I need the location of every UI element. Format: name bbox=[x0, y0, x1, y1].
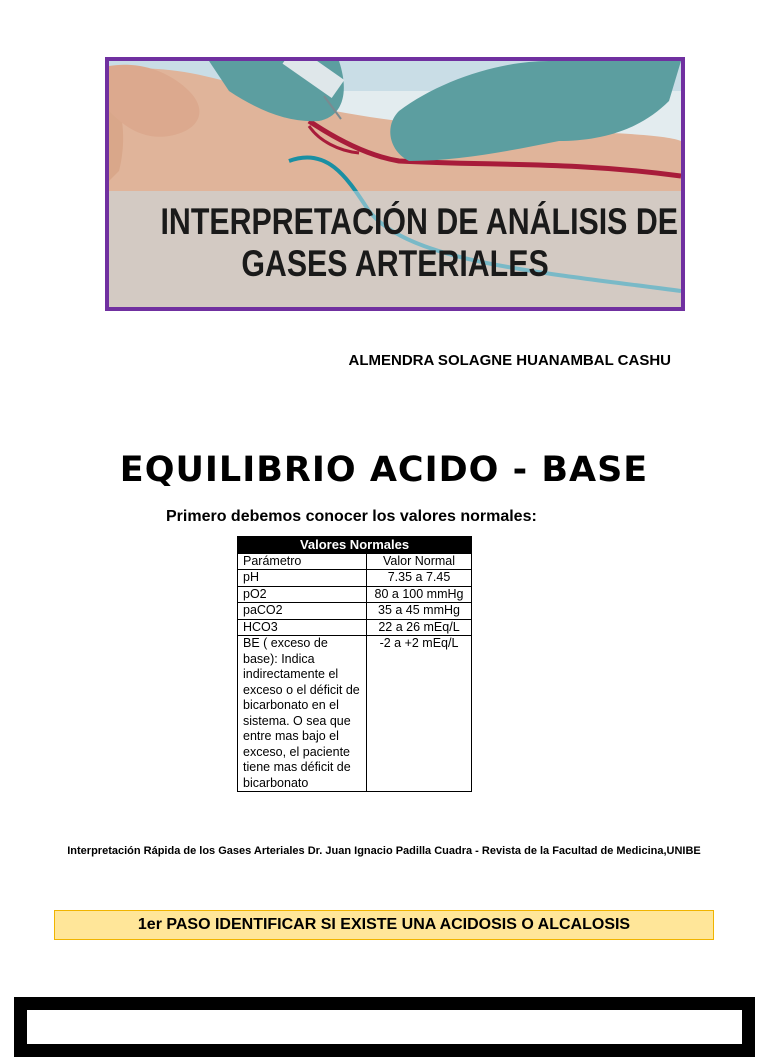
banner-title-line2: GASES ARTERIALES bbox=[241, 243, 549, 284]
param-cell: pO2 bbox=[238, 586, 367, 603]
cover-banner bbox=[105, 57, 685, 311]
table-row bbox=[238, 570, 472, 587]
banner-title-line1: INTERPRETACIÓN DE ANÁLISIS DE bbox=[160, 201, 678, 242]
param-cell: pH bbox=[238, 570, 367, 587]
table-row bbox=[238, 586, 472, 603]
param-cell: HCO3 bbox=[238, 619, 367, 636]
normal-values-table bbox=[237, 536, 472, 792]
value-cell: 35 a 45 mmHg bbox=[367, 603, 472, 620]
table-title: Valores Normales bbox=[238, 537, 472, 554]
table-header-row bbox=[238, 553, 472, 570]
column-header: Parámetro bbox=[238, 553, 367, 570]
table-row bbox=[238, 636, 472, 792]
bottom-frame bbox=[14, 997, 755, 1057]
value-cell: 80 a 100 mmHg bbox=[367, 586, 472, 603]
intro-text: Primero debemos conocer los valores normales: bbox=[166, 508, 537, 525]
section-heading: EQUILIBRIO ACIDO - BASE bbox=[119, 450, 649, 490]
value-cell: -2 a +2 mEq/L bbox=[367, 636, 472, 792]
param-cell: paCO2 bbox=[238, 603, 367, 620]
author-name: ALMENDRA SOLAGNE HUANAMBAL CASHU bbox=[348, 352, 671, 369]
value-cell: 7.35 a 7.45 bbox=[367, 570, 472, 587]
citation: Interpretación Rápida de los Gases Arteriales Dr. Juan Ignacio Padilla Cuadra - Revista de la Facultad de Medicina,UNIBE bbox=[67, 845, 701, 857]
table-row bbox=[238, 619, 472, 636]
value-cell: 22 a 26 mEq/L bbox=[367, 619, 472, 636]
param-cell: BE ( exceso de base): Indica indirectamente el exceso o el déficit de bicarbonato en el sistema. O sea que entre mas bajo el exceso, el paciente tiene mas déficit de bicarbonato bbox=[238, 636, 367, 792]
banner-title bbox=[160, 201, 678, 285]
column-header: Valor Normal bbox=[367, 553, 472, 570]
table-row bbox=[238, 603, 472, 620]
step-banner: 1er PASO IDENTIFICAR SI EXISTE UNA ACIDOSIS O ALCALOSIS bbox=[54, 910, 714, 940]
